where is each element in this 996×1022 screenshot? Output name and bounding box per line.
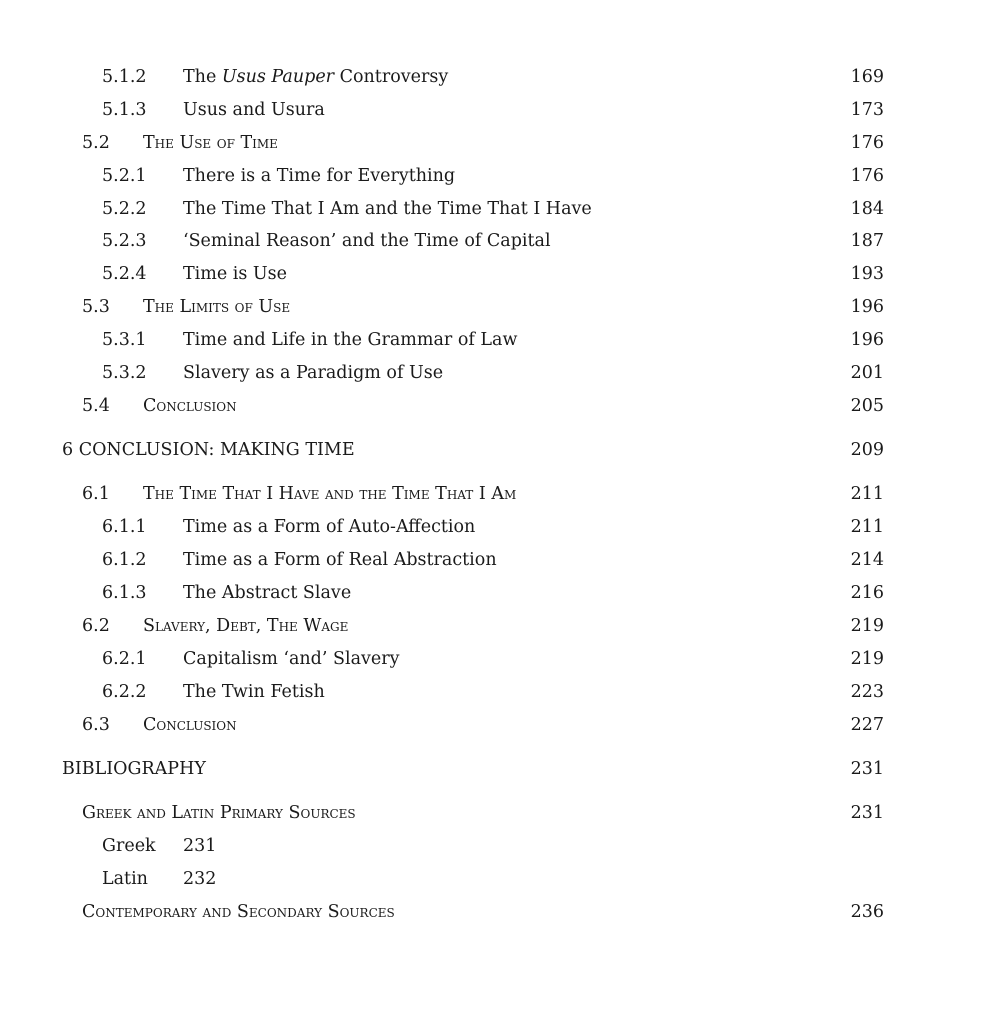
toc-bibliography [0,757,996,781]
toc-entry-6-1-2 [0,548,996,572]
page-number: 223 [850,682,884,702]
toc-entry-6-1 [0,482,996,506]
toc-entry-6-3 [0,713,996,737]
section-title: Time as a Form of Real Abstraction [183,550,497,570]
toc-entry-secondary-sources [0,900,996,924]
section-title: The Abstract Slave [183,583,352,603]
section-number: 5.2.2 [102,199,147,219]
section-title: Time is Use [183,264,288,284]
section-number: 5.1.2 [102,67,147,87]
toc-entry-6-2-2 [0,680,996,704]
section-number: 6.1.2 [102,550,147,570]
section-number: 6.1.1 [102,517,147,537]
page-number: 219 [850,616,884,636]
toc-chapter-6 [0,438,996,462]
section-number: 5.3.1 [102,330,147,350]
toc-entry-6-1-3 [0,581,996,605]
toc-entry-5-3-1 [0,328,996,352]
toc-entry-6-2 [0,614,996,638]
section-title: The Time That I Have and the Time That I Am [143,484,517,504]
toc-entry-5-2-1 [0,164,996,188]
toc-entry-5-2-4 [0,262,996,286]
section-number: 6.2.2 [102,682,147,702]
page-number: 196 [850,297,884,317]
section-number: 6.1 [82,484,110,504]
section-number: 5.2.1 [102,166,147,186]
section-title: Conclusion [143,715,237,735]
section-title: Latin [102,869,148,889]
section-number: 6.3 [82,715,110,735]
section-title: Greek [102,836,156,856]
toc-entry-5-1-2 [0,65,996,89]
toc-entry-5-4 [0,394,996,418]
page-number: 211 [850,484,884,504]
section-number: 5.3.2 [102,363,147,383]
section-title: ‘Seminal Reason’ and the Time of Capital [183,231,551,251]
chapter-title: BIBLIOGRAPHY [62,759,206,779]
section-number: 5.2.4 [102,264,147,284]
toc-entry-5-3-2 [0,361,996,385]
page-number: 231 [183,836,217,856]
page-number: 214 [850,550,884,570]
page-number: 187 [850,231,884,251]
section-title: Time and Life in the Grammar of Law [183,330,518,350]
section-title: Capitalism ‘and’ Slavery [183,649,400,669]
page-number: 236 [850,902,884,922]
section-number: 5.1.3 [102,100,147,120]
page-number: 232 [183,869,217,889]
toc-entry-5-1-3 [0,98,996,122]
section-title: The Time That I Am and the Time That I Have [183,199,592,219]
toc-entry-latin [0,867,996,891]
page-number: 231 [850,759,884,779]
section-title: Contemporary and Secondary Sources [82,902,395,922]
section-title: The Limits of Use [143,297,291,317]
section-title: Slavery, Debt, The Wage [143,616,349,636]
section-title: Greek and Latin Primary Sources [82,803,356,823]
section-title: The Use of Time [143,133,278,153]
section-title: There is a Time for Everything [183,166,456,186]
page-number: 196 [850,330,884,350]
section-title: The Twin Fetish [183,682,325,702]
page-number: 201 [850,363,884,383]
page-number: 193 [850,264,884,284]
page-number: 184 [850,199,884,219]
section-number: 6.2.1 [102,649,147,669]
section-number: 5.2 [82,133,110,153]
chapter-title: 6 CONCLUSION: MAKING TIME [62,440,355,460]
section-title: The Usus Pauper Controversy [183,67,449,87]
page-number: 219 [850,649,884,669]
page-number: 231 [850,803,884,823]
page-number: 211 [850,517,884,537]
page-number: 209 [850,440,884,460]
toc-entry-5-3 [0,295,996,319]
page-number: 227 [850,715,884,735]
section-number: 5.2.3 [102,231,147,251]
page-number: 169 [850,67,884,87]
toc-entry-6-1-1 [0,515,996,539]
section-title: Usus and Usura [183,100,325,120]
toc-entry-greek [0,834,996,858]
page-number: 205 [850,396,884,416]
toc-entry-5-2-2 [0,197,996,221]
section-number: 6.2 [82,616,110,636]
toc-entry-5-2-3 [0,229,996,253]
toc-entry-primary-sources [0,801,996,825]
section-number: 6.1.3 [102,583,147,603]
page-number: 176 [850,133,884,153]
section-number: 5.4 [82,396,110,416]
page-number: 173 [850,100,884,120]
section-title: Time as a Form of Auto-Affection [183,517,476,537]
toc-entry-5-2 [0,131,996,155]
section-number: 5.3 [82,297,110,317]
page-number: 176 [850,166,884,186]
toc-entry-6-2-1 [0,647,996,671]
section-title: Conclusion [143,396,237,416]
page-number: 216 [850,583,884,603]
section-title: Slavery as a Paradigm of Use [183,363,444,383]
